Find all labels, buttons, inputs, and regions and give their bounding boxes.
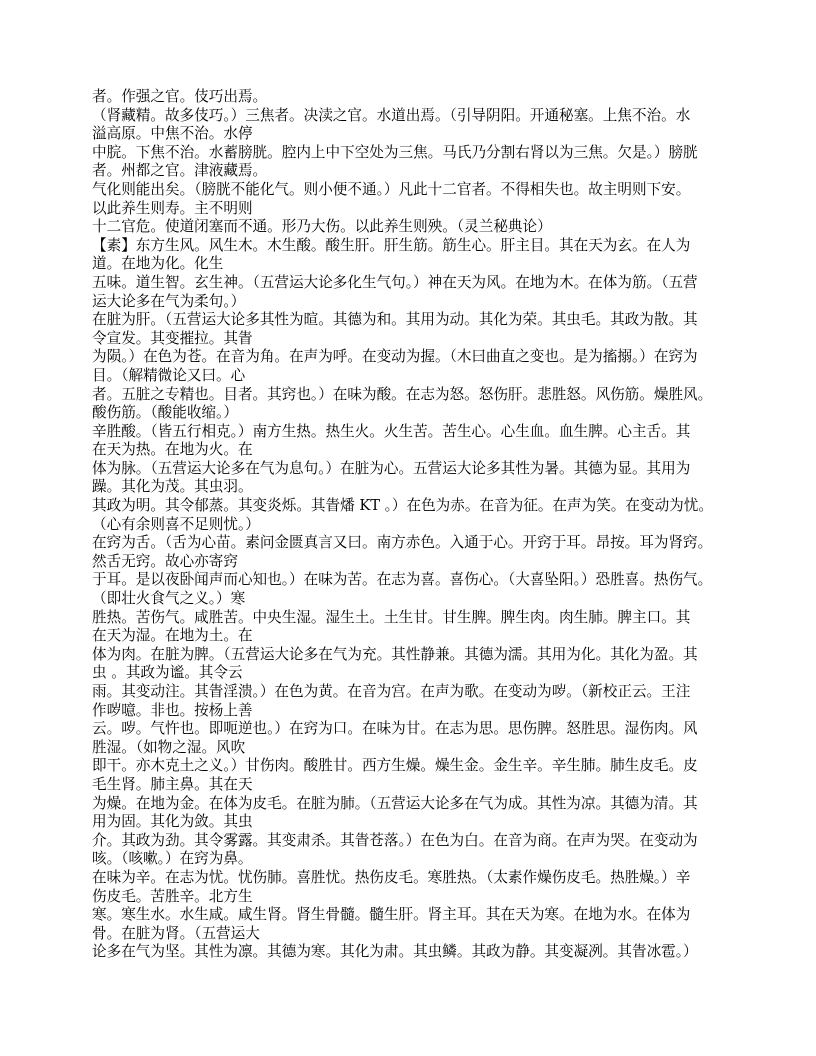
document-page [92, 88, 713, 962]
text-line: 然舌无窍。故心亦寄窍 [92, 552, 238, 570]
text-line: 【素】东方生风。风生木。木生酸。酸生肝。肝生筋。筋生心。肝主目。其在天为玄。在人为 [92, 236, 691, 254]
text-line: 寒。寒生水。水生咸。咸生肾。肾生骨髓。髓生肝。肾主耳。其在天为寒。在地为水。在体为 [92, 906, 691, 924]
text-line: 胜湿。（如物之湿。风吹 [92, 738, 246, 756]
text-line: 道。在地为化。化生 [92, 255, 224, 273]
text-line: 运大论多在气为柔句。） [92, 292, 246, 310]
text-line: 其政为明。其令郁蒸。其变炎烁。其眚燔 KT 。）在色为赤。在音为征。在声为笑。在变动为忧。 [92, 497, 713, 515]
text-line: 气化则能出矣。（膀胱不能化气。则小便不通。）凡此十二官者。不得相失也。故主明则下安。 [92, 180, 691, 198]
text-line: 体为肉。在脏为脾。（五营运大论多在气为充。其性静兼。其德为濡。其用为化。其化为盈。其 [92, 645, 698, 663]
text-line: 者。州都之官。津液藏焉。 [92, 162, 268, 180]
text-line: 中脘。下焦不治。水蓄膀胱。腔内上中下空处为三焦。马氏乃分割右肾以为三焦。欠是。）膀胱 [92, 143, 698, 161]
text-line: 介。其政为劲。其令雾露。其变肃杀。其眚苍落。）在色为白。在音为商。在声为哭。在变动为 [92, 831, 698, 849]
text-line: 目。（解精微论又曰。心 [92, 366, 246, 384]
text-line: （肾藏精。故多伎巧。）三焦者。决渎之官。水道出焉。（引导阴阳。开通秘塞。上焦不治。水 [92, 106, 691, 124]
text-line: 在天为湿。在地为土。在 [92, 627, 253, 645]
text-line: 于耳。是以夜卧闻声而心知也。）在味为苦。在志为喜。喜伤心。（大喜坠阳。）恐胜喜。热伤气。 [92, 571, 713, 589]
text-line: 骨。在脏为肾。（五营运大 [92, 924, 260, 942]
text-line: 在窍为舌。（舌为心苗。素问金匮真言又曰。南方赤色。入通于心。开窍于耳。昂按。耳为肾窍。 [92, 534, 713, 552]
text-line: 躁。其化为茂。其虫羽。 [92, 478, 253, 496]
text-line: 咳。（咳嗽。）在窍为鼻。 [92, 850, 253, 868]
text-line: 体为脉。（五营运大论多在气为息句。）在脏为心。五营运大论多其性为暑。其德为显。其用为 [92, 459, 691, 477]
text-line: 雨。其变动注。其眚淫溃。）在色为黄。在音为宫。在声为歌。在变动为哕。（新校正云。王注 [92, 683, 691, 700]
text-line: 为陨。）在色为苍。在音为角。在声为呼。在变动为握。（木曰曲直之变也。是为搐搦。）在窍为 [92, 348, 698, 366]
text-line: 毛生肾。肺主鼻。其在天 [92, 775, 253, 793]
text-line: 用为固。其化为敛。其虫 [92, 813, 253, 831]
text-line: 在脏为肝。（五营运大论多其性为暄。其德为和。其用为动。其化为荣。其虫毛。其政为散。其 [92, 311, 698, 329]
text-line: 伤皮毛。苦胜辛。北方生 [92, 887, 253, 905]
text-line: （即壮火食气之义。）寒 [92, 590, 246, 608]
text-line: 在天为热。在地为火。在 [92, 441, 253, 459]
text-line: 以此养生则寿。主不明则 [92, 199, 253, 217]
text-line: 者。作强之官。伎巧出焉。 [92, 88, 268, 105]
text-line: 论多在气为坚。其性为凛。其德为寒。其化为肃。其虫鳞。其政为静。其变凝冽。其眚冰雹。） [92, 943, 698, 961]
text-line: 作哕噫。非也。按杨上善 [92, 701, 253, 719]
text-line: 溢高原。中焦不治。水停 [92, 125, 253, 143]
text-line: 胜热。苦伤气。咸胜苦。中央生湿。湿生土。土生甘。甘生脾。脾生肉。肉生肺。脾主口。其 [92, 608, 691, 626]
text-line: 为燥。在地为金。在体为皮毛。在脏为肺。（五营运大论多在气为成。其性为凉。其德为清。其 [92, 794, 698, 812]
text-line: 云。哕。气忤也。即呃逆也。）在窍为口。在味为甘。在志为思。思伤脾。怒胜思。湿伤肉。风 [92, 720, 698, 738]
text-line: 五味。道生智。玄生神。（五营运大论多化生气句。）神在天为风。在地为木。在体为筋。（五营 [92, 273, 698, 291]
text-line: 令宣发。其变摧拉。其眚 [92, 329, 253, 347]
text-line: 酸伤筋。（酸能收缩。） [92, 404, 238, 422]
text-line: 者。五脏之专精也。目者。其窍也。）在味为酸。在志为怒。怒伤肝。悲胜怒。风伤筋。燥胜风。 [92, 385, 713, 403]
text-line: 十二官危。使道闭塞而不通。形乃大伤。以此养生则殃。（灵兰秘典论） [92, 218, 552, 236]
text-line: 即干。亦木克土之义。）甘伤肉。酸胜甘。西方生燥。燥生金。金生辛。辛生肺。肺生皮毛。皮 [92, 757, 698, 775]
text-line: 在味为辛。在志为忧。忧伤肺。喜胜忧。热伤皮毛。寒胜热。（太素作燥伤皮毛。热胜燥。）辛 [92, 868, 691, 886]
text-line: （心有余则喜不足则忧。） [92, 515, 260, 533]
text-line: 辛胜酸。（皆五行相克。）南方生热。热生火。火生苦。苦生心。心生血。血生脾。心主舌。其 [92, 422, 691, 440]
text-line: 虫 。其政为谧。其令云 [92, 664, 243, 682]
